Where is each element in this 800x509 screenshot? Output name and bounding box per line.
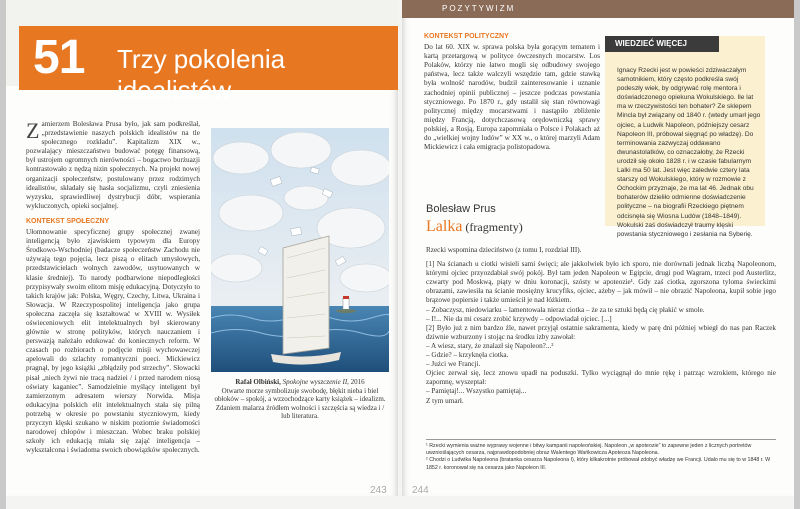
social-context-heading: KONTEKST SPOŁECZNY	[26, 217, 110, 225]
page-number-right: 244	[412, 485, 429, 496]
fragment-paragraph: – Pamiętaj!... Wszystko pamiętaj...	[426, 387, 527, 396]
chapter-title-box	[19, 26, 398, 105]
fragment-paragraph: – I!... Nie da mi cesarz zrobić krzywdy – odpowiadał ojciec. [...]	[426, 314, 612, 323]
caption-title: Spokojne wyszczenie II	[282, 378, 348, 386]
chapter-title: Trzy pokolenia idealistów	[117, 44, 286, 105]
fragment-paragraph: – A wiesz, stary, że znalazł się Napoleon?...²	[426, 341, 554, 350]
right-page	[402, 0, 794, 496]
caption-author: Rafał Olbiński,	[235, 378, 281, 386]
info-box	[605, 36, 765, 238]
caption-text: Otwarte morze symbolizuje swobodę, błękit nieba i biel obłoków – spokój, a wzzochodzące karty książek – idealizm. Zdaniem malarza źródłem wolności i szczęścia są wiedza i / lub literatura.	[214, 386, 386, 421]
intro-text: amierzem Bolesława Prusa było, jak sam podkreślał, „przedstawienie naszych polskich idealistów na tle społecznego rozkładu”. Kapitalizm XIX w., pozwalający mieszczaństwu budować potęgę finansową, był ustrojem ogromnych nierówności – bogactwo burżuazji kontrastowało z nędzą nizin społecznych. Na projekt nowej organizacji społeczeństw, postulowany przez rodzimych idealistów, składały się hasła socjalizmu, czyli zniesienia wyzysku, sprawiedliwej dystrybucji dóbr, wspierania wykluczonych, opieki socjalnej.	[26, 120, 200, 210]
chapter-number: 51	[33, 31, 85, 84]
footnotes	[426, 439, 776, 472]
painting-image	[211, 128, 389, 372]
page-number-left: 243	[370, 485, 387, 496]
info-box-text: Ignacy Rzecki jest w powieści zdziwaczałym samotnikiem, który często podkreśla swój podeszły wiek, by odgrywać rolę mentora i doświadczonego opiekuna Wokulskiego. Ile lat ma w rzeczywistości ten bohater? Ze sklepem Mincla był związany od 1840 r. (wtedy umarł jego ojciec, a Ludwik Napoleon, późniejszy cesarz Napoleon III, próbował sięgnąć po władzę). Do terminowania zazwyczaj oddawano dwunastolatków, co oznaczałoby, że Rzecki urodził się około 1828 r. i w czasie fabularnym Lalki ma 50 lat. Jest więc zaledwie cztery lata starszy od Wokulskiego, który w rozmowie z Ochockim przyznaje, że ma lat 46. Jednak obu bohaterów dzieliło odmienne doświadczenie polityczne – na biografii Rzeckiego piętnem odcisnęła się Wiosna Ludów (1848–1849). Wokulski zaś doświadczył traumy klęski powstania styczniowego i zesłania na Syberię.	[617, 67, 761, 238]
fragment-paragraph: Z tym umarł.	[426, 396, 464, 405]
fragment-paragraph: – Jużci we Francji.	[426, 360, 481, 369]
work-subtitle: (fragmenty)	[462, 220, 523, 234]
left-page	[6, 0, 398, 496]
footnote: ¹ Rzecki wymienia ważne wyprawy wojenne i bitwy kampanii napoleońskiej. Napoleon „w apoteozie” to zapewne jeden z licznych portretów uwznioślających cesarza, najprawdopodobniej obraz Walentego Wańkowicza Apoteoza Napoleona.	[426, 443, 752, 457]
section-label: POZYTYWIZM	[442, 4, 516, 13]
political-column	[424, 32, 600, 152]
fragment-paragraph: Ojciec zerwał się, lecz znowu upadł na poduszki. Tylko wyciągnął do mnie rękę i patrząc wzrokiem, którego nie zapomnę, wyszeptał:	[426, 369, 776, 387]
political-text: Do lat 60. XIX w. sprawa polska była gorącym tematem i kartą przetargową w polityce ówczesnych mocarstw. Los Polaków, którzy nie łatwo mogli się odbudowy swojego państwa, lecz także walczyli wszędzie tam, gdzie stawką była wolność narodów, budził zainteresowanie i uznanie zachodniej opinii publicznej – jeszcze podczas powstania styczniowego. Po 1870 r., gdy ustalił się stan równowagi politycznej między mocarstwami i nastąpiło zbliżenie między Francją, dotychczasową orędowniczką sprawy polskiej, a Rosją, Europa zapomniała o Polsce i Polakach aż do „wielkiej wojny ludów” w XX w., o której marzyli Adam Mickiewicz i cała emigracja polistopadowa.	[424, 43, 600, 152]
painting-caption	[211, 378, 389, 421]
caption-year: , 2016	[347, 378, 365, 386]
section-bar	[402, 0, 794, 18]
painting-illustration	[211, 128, 389, 372]
fragment-paragraph: – Zobaczysz, niedowiarku – lamentowała nieraz ciotka – że za te sztuki będą cię płakić w smole.	[426, 305, 705, 314]
work-title-line	[426, 218, 523, 236]
work-author: Bolesław Prus	[426, 203, 496, 215]
fragment-paragraph: [2] Było już z nim bardzo źle, nawet przyjął ostatnie sakramenta, kiedy w parę dni później wbiegł do nas pan Raczek dziwnie wzburzony i stojąc na środku izby zawołał:	[426, 323, 776, 341]
fragment-text	[426, 246, 776, 406]
info-box-heading: WIEDZIEĆ WIĘCEJ	[605, 36, 719, 52]
footnote: ² Chodzi o Ludwika Napoleona (bratanka cesarza Napoleona I), który kilkakrotnie próbował zdobyć władzę we Francji. Udało mu się to w 1848 r. W 1852 r. koronował się na cesarza jako Napoleon III.	[426, 457, 771, 471]
fragment-paragraph: – Gdzie? – krzyknęła ciotka.	[426, 351, 509, 360]
political-heading: KONTEKST POLITYCZNY	[424, 33, 509, 40]
work-title: Lalka	[426, 218, 463, 235]
drop-cap: Z	[26, 118, 40, 143]
left-column	[26, 120, 200, 455]
social-context-text: Ułomnowanie specyficznej grupy społecznej zwanej inteligencją było zjawiskiem typowym dla Europy Środkowo-Wschodniej (badacze społeczeństw Zachodu nie używają tego pojęcia, lecz piszą o elitach umysłowych, przedstawicielach wolnych zawodów, usytuowanych w klasie średniej). To narody podbarwione niepodległości przypisywały swoim elitom misję edukacyjną. Dotyczyło to takich krajów jak: Polska, Węgry, Czechy, Litwa, Ukraina i Słowacja. W Rzeczypospolitej inteligencja jako grupa społeczna zaczęła się kształtować w XVIII w. Wysiłek oświeceniowych elit intelektualnych był skierowany głównie w stronę polityków, których nauczaniem i perswazją należało edukować do koniecznych reform. W czasach po rozbiorach o podjęcie misji wychowawczej apelowali do szlachty romantyczni poeci. Mickiewicz pragnął, by jego książki „zbłądziły pod strzechy”. Słowacki pisał „niech żywi nie tracą nadziei / i przed narodem niosą oświaty kaganiec”. Samodzielnie myślący inteligent był zamierzonym adresatem wierszy Norwida. Misja edukacyjna polskich elit intelektualnych stała się pilną potrzebą w okresie po powstaniu styczniowym, kiedy przyczyn klęski szukano w niskim poziomie świadomości narodowej chłopów i mieszczan. Wobec braku polskiej szkoły ich edukacją miała się zająć inteligencja – wykształcona i świadoma swoich obowiązków społecznych.	[26, 228, 200, 455]
fragment-paragraph: [1] Na ścianach u ciotki wisieli sami święci; ale jakkolwiek było ich sporo, nie dorównali jednak liczbą Napoleonom, którymi ojciec przyozdabiał swój pokój. Był tam jeden Napoleon w Egipcie, drugi pod Wagram, trzeci pod Austerlitz, czwarty pod Moskwą, piąty w dniu koronacji, szósty w apoteozie¹. Gdy zaś ciotka, zgorszona tyloma świeckimi obrazami, zawiesiła na ścianie mosiężny krucyfiks, ojciec, ażeby – jak mówił – nie obrazić Napoleona, kupił sobie jego brązowe popiersie i także umieścił je nad łóżkiem.	[426, 260, 776, 305]
memory-note: Rzecki wspomina dzieciństwo (z tomu I, rozdział III).	[426, 246, 582, 254]
